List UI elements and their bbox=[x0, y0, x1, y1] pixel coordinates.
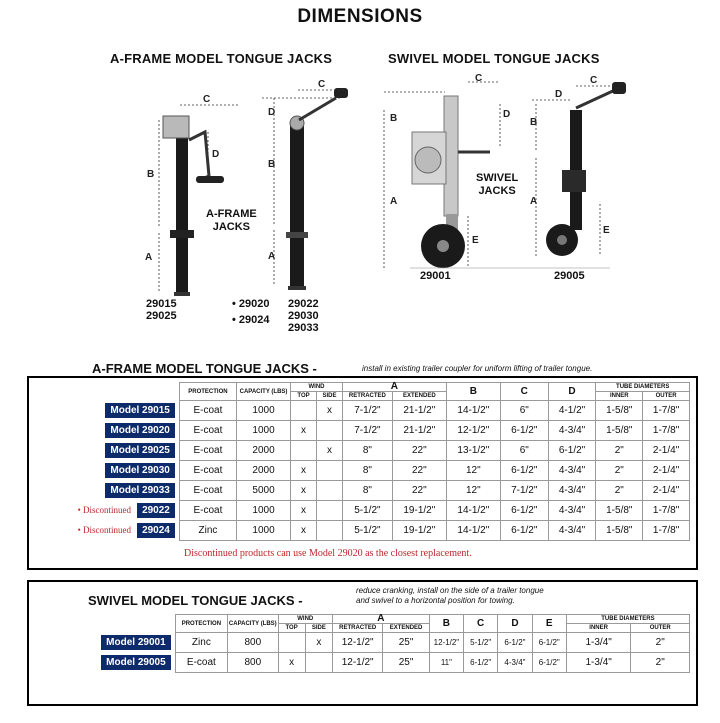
cell-extended: 22" bbox=[392, 461, 446, 481]
col-side: SIDE bbox=[305, 624, 332, 633]
cell-inner: 1-5/8" bbox=[596, 401, 643, 421]
cell-d: 6-1/2" bbox=[498, 633, 532, 653]
col-wind: WIND bbox=[291, 383, 343, 392]
cell-extended: 22" bbox=[392, 481, 446, 501]
cell-extended: 25" bbox=[383, 633, 429, 653]
swivel-model-29001: 29001 bbox=[420, 270, 451, 282]
col-c: C bbox=[500, 383, 548, 401]
aframe-table-title: A-FRAME MODEL TONGUE JACKS - bbox=[92, 361, 317, 376]
cell-retracted: 8" bbox=[342, 441, 392, 461]
cell-retracted: 7-1/2" bbox=[342, 401, 392, 421]
cell-d: 4-3/4" bbox=[548, 421, 596, 441]
cell-d: 4-3/4" bbox=[498, 653, 532, 673]
aframe-jacks-caption: A-FRAME JACKS bbox=[206, 208, 257, 233]
dim-d-letter: D bbox=[212, 149, 220, 160]
cell-b: 12" bbox=[446, 461, 500, 481]
cell-capacity: 1000 bbox=[237, 501, 291, 521]
cell-c: 6-1/2" bbox=[500, 421, 548, 441]
cell-side bbox=[317, 521, 343, 541]
dim-b-letter: B bbox=[390, 113, 398, 124]
aframe-spec-table bbox=[36, 382, 690, 541]
cell-b: 14-1/2" bbox=[446, 501, 500, 521]
cell-outer: 1-7/8" bbox=[643, 521, 690, 541]
model-badge: Model 29033 bbox=[105, 483, 174, 498]
cell-retracted: 8" bbox=[342, 461, 392, 481]
cell-extended: 19-1/2" bbox=[392, 521, 446, 541]
table-row bbox=[36, 481, 690, 501]
cell-capacity: 1000 bbox=[237, 521, 291, 541]
cell-protection: Zinc bbox=[179, 521, 236, 541]
col-protection: PROTECTION bbox=[175, 615, 227, 633]
model-number: • 29020 bbox=[232, 298, 270, 310]
col-capacity: CAPACITY (LBS) bbox=[228, 615, 278, 633]
col-wind: WIND bbox=[278, 615, 332, 624]
cell-protection: E-coat bbox=[179, 461, 236, 481]
dim-e-letter: E bbox=[472, 235, 479, 246]
dim-d-letter: D bbox=[268, 107, 276, 118]
col-inner: INNER bbox=[566, 624, 631, 633]
model-cell bbox=[36, 633, 175, 653]
discontinued-label: • Discontinued bbox=[77, 505, 132, 515]
dim-a-letter: A bbox=[145, 252, 153, 263]
cell-top bbox=[291, 401, 317, 421]
dim-a-letter: A bbox=[390, 196, 398, 207]
col-outer: OUTER bbox=[643, 392, 690, 401]
discontinued-label: • Discontinued bbox=[77, 525, 132, 535]
cell-inner: 1-5/8" bbox=[596, 521, 643, 541]
table-row bbox=[36, 461, 690, 481]
cell-retracted: 5-1/2" bbox=[342, 501, 392, 521]
model-badge: 29024 bbox=[137, 523, 175, 538]
swivel-table-title: SWIVEL MODEL TONGUE JACKS - bbox=[88, 593, 303, 608]
cell-c: 6-1/2" bbox=[500, 521, 548, 541]
cell-inner: 2" bbox=[596, 481, 643, 501]
cell-top: x bbox=[291, 461, 317, 481]
cell-inner: 2" bbox=[596, 441, 643, 461]
model-cell bbox=[36, 401, 179, 421]
col-tube-diameters: TUBE DIAMETERS bbox=[596, 383, 690, 392]
cell-c: 6-1/2" bbox=[464, 653, 498, 673]
swivel-model-29005: 29005 bbox=[554, 270, 585, 282]
cell-capacity: 800 bbox=[228, 653, 278, 673]
model-cell bbox=[36, 521, 179, 541]
col-retracted: RETRACTED bbox=[332, 624, 382, 633]
cell-top: x bbox=[291, 521, 317, 541]
cell-b: 14-1/2" bbox=[446, 521, 500, 541]
model-number: 29033 bbox=[288, 322, 319, 334]
cell-c: 6-1/2" bbox=[500, 501, 548, 521]
cell-protection: E-coat bbox=[179, 421, 236, 441]
table-row bbox=[36, 633, 690, 653]
model-badge: 29022 bbox=[137, 503, 175, 518]
swivel-diagram-heading: SWIVEL MODEL TONGUE JACKS bbox=[388, 51, 600, 66]
cell-outer: 2-1/4" bbox=[643, 441, 690, 461]
cell-retracted: 12-1/2" bbox=[332, 633, 382, 653]
cell-outer: 1-7/8" bbox=[643, 501, 690, 521]
dim-b-letter: B bbox=[268, 159, 276, 170]
dim-a-letter: A bbox=[268, 251, 276, 262]
table-row bbox=[36, 653, 690, 673]
cell-top bbox=[291, 441, 317, 461]
swivel-jacks-caption: SWIVEL JACKS bbox=[476, 172, 519, 197]
cell-c: 6-1/2" bbox=[500, 461, 548, 481]
cell-b: 12" bbox=[446, 481, 500, 501]
aframe-diagram-heading: A-FRAME MODEL TONGUE JACKS bbox=[110, 51, 333, 66]
cell-side bbox=[317, 421, 343, 441]
col-b: B bbox=[429, 615, 463, 633]
model-number: 29030 bbox=[288, 310, 319, 322]
col-outer: OUTER bbox=[631, 624, 690, 633]
cell-side bbox=[317, 481, 343, 501]
cell-protection: E-coat bbox=[179, 441, 236, 461]
cell-c: 5-1/2" bbox=[464, 633, 498, 653]
cell-b: 12-1/2" bbox=[446, 421, 500, 441]
col-retracted: RETRACTED bbox=[342, 392, 392, 401]
cell-b: 14-1/2" bbox=[446, 401, 500, 421]
cell-top: x bbox=[291, 481, 317, 501]
cell-protection: E-coat bbox=[179, 401, 236, 421]
cell-d: 4-3/4" bbox=[548, 461, 596, 481]
cell-outer: 2" bbox=[631, 653, 690, 673]
model-badge: Model 29030 bbox=[105, 463, 174, 478]
cell-b: 13-1/2" bbox=[446, 441, 500, 461]
cell-side: x bbox=[317, 441, 343, 461]
model-cell bbox=[36, 441, 179, 461]
dim-c-letter: C bbox=[203, 94, 211, 105]
cell-capacity: 2000 bbox=[237, 441, 291, 461]
cell-outer: 2" bbox=[631, 633, 690, 653]
model-cell bbox=[36, 461, 179, 481]
dim-a-letter: A bbox=[530, 196, 538, 207]
aframe-table-description: install in existing trailer coupler for uniform lifting of trailer tongue. bbox=[362, 364, 593, 373]
dim-d-letter: D bbox=[503, 109, 511, 120]
cell-capacity: 1000 bbox=[237, 401, 291, 421]
swivel-top-wind-jack bbox=[546, 82, 626, 256]
col-a: A bbox=[342, 383, 446, 392]
col-a: A bbox=[332, 615, 429, 624]
col-capacity: CAPACITY (LBS) bbox=[237, 383, 291, 401]
cell-retracted: 12-1/2" bbox=[332, 653, 382, 673]
col-extended: EXTENDED bbox=[383, 624, 429, 633]
discontinued-note: Discontinued products can use Model 29020 as the closest replacement. bbox=[184, 548, 472, 559]
cell-capacity: 800 bbox=[228, 633, 278, 653]
cell-e: 6-1/2" bbox=[532, 633, 566, 653]
col-side: SIDE bbox=[317, 392, 343, 401]
cell-b: 12-1/2" bbox=[429, 633, 463, 653]
cell-d: 4-3/4" bbox=[548, 481, 596, 501]
dim-c-letter: C bbox=[475, 73, 483, 84]
swivel-spec-table bbox=[36, 614, 690, 673]
table-row bbox=[36, 441, 690, 461]
cell-retracted: 5-1/2" bbox=[342, 521, 392, 541]
cell-d: 4-3/4" bbox=[548, 501, 596, 521]
table-row bbox=[36, 421, 690, 441]
cell-side: x bbox=[305, 633, 332, 653]
aframe-side-wind-jack bbox=[163, 116, 224, 296]
aframe-top-wind-jack bbox=[286, 88, 348, 290]
model-number: 29022 bbox=[288, 298, 319, 310]
cell-outer: 2-1/4" bbox=[643, 461, 690, 481]
col-top: TOP bbox=[291, 392, 317, 401]
cell-side bbox=[317, 461, 343, 481]
model-cell bbox=[36, 501, 179, 521]
dim-d-letter: D bbox=[555, 89, 563, 100]
table-row bbox=[36, 501, 690, 521]
cell-protection: E-coat bbox=[179, 501, 236, 521]
model-cell bbox=[36, 481, 179, 501]
cell-outer: 2-1/4" bbox=[643, 481, 690, 501]
model-cell bbox=[36, 653, 175, 673]
table-row bbox=[36, 521, 690, 541]
cell-extended: 21-1/2" bbox=[392, 421, 446, 441]
col-extended: EXTENDED bbox=[392, 392, 446, 401]
col-d: D bbox=[548, 383, 596, 401]
cell-extended: 22" bbox=[392, 441, 446, 461]
cell-capacity: 5000 bbox=[237, 481, 291, 501]
model-badge: Model 29005 bbox=[101, 655, 170, 670]
model-number: 29015 bbox=[146, 298, 177, 310]
cell-capacity: 2000 bbox=[237, 461, 291, 481]
jack-diagrams bbox=[0, 70, 720, 345]
left-jack-models bbox=[146, 298, 177, 322]
cell-c: 7-1/2" bbox=[500, 481, 548, 501]
cell-retracted: 8" bbox=[342, 481, 392, 501]
col-protection: PROTECTION bbox=[179, 383, 236, 401]
model-cell bbox=[36, 421, 179, 441]
cell-protection: Zinc bbox=[175, 633, 227, 653]
cell-d: 6-1/2" bbox=[548, 441, 596, 461]
cell-inner: 2" bbox=[596, 461, 643, 481]
dim-c-letter: C bbox=[590, 75, 598, 86]
model-number: 29025 bbox=[146, 310, 177, 322]
col-tube-diameters: TUBE DIAMETERS bbox=[566, 615, 689, 624]
mid-jack-models bbox=[288, 298, 319, 334]
cell-top: x bbox=[278, 653, 305, 673]
cell-top bbox=[278, 633, 305, 653]
cell-extended: 25" bbox=[383, 653, 429, 673]
dim-b-letter: B bbox=[147, 169, 155, 180]
dim-c-letter: C bbox=[318, 79, 326, 90]
cell-outer: 1-7/8" bbox=[643, 401, 690, 421]
col-b: B bbox=[446, 383, 500, 401]
cell-d: 4-3/4" bbox=[548, 521, 596, 541]
dim-e-letter: E bbox=[603, 225, 610, 236]
cell-b: 11" bbox=[429, 653, 463, 673]
cell-extended: 21-1/2" bbox=[392, 401, 446, 421]
page-title: DIMENSIONS bbox=[297, 6, 423, 27]
cell-protection: E-coat bbox=[175, 653, 227, 673]
col-e: E bbox=[532, 615, 566, 633]
cell-capacity: 1000 bbox=[237, 421, 291, 441]
mid-jack-models-discontinued bbox=[232, 298, 270, 326]
cell-side bbox=[317, 501, 343, 521]
cell-d: 4-1/2" bbox=[548, 401, 596, 421]
cell-side bbox=[305, 653, 332, 673]
cell-inner: 1-5/8" bbox=[596, 421, 643, 441]
dim-b-letter: B bbox=[530, 117, 538, 128]
cell-protection: E-coat bbox=[179, 481, 236, 501]
cell-outer: 1-7/8" bbox=[643, 421, 690, 441]
cell-e: 6-1/2" bbox=[532, 653, 566, 673]
swivel-table-description: reduce cranking, install on the side of a trailer tongue and swivel to a horizontal position for towing. bbox=[356, 586, 544, 605]
cell-retracted: 7-1/2" bbox=[342, 421, 392, 441]
col-top: TOP bbox=[278, 624, 305, 633]
cell-top: x bbox=[291, 421, 317, 441]
model-number: • 29024 bbox=[232, 314, 270, 326]
table-row bbox=[36, 401, 690, 421]
model-badge: Model 29020 bbox=[105, 423, 174, 438]
cell-side: x bbox=[317, 401, 343, 421]
col-c: C bbox=[464, 615, 498, 633]
cell-inner: 1-3/4" bbox=[566, 653, 631, 673]
cell-c: 6" bbox=[500, 401, 548, 421]
cell-c: 6" bbox=[500, 441, 548, 461]
model-badge: Model 29025 bbox=[105, 443, 174, 458]
cell-inner: 1-5/8" bbox=[596, 501, 643, 521]
col-inner: INNER bbox=[596, 392, 643, 401]
col-d: D bbox=[498, 615, 532, 633]
cell-top: x bbox=[291, 501, 317, 521]
cell-inner: 1-3/4" bbox=[566, 633, 631, 653]
model-badge: Model 29015 bbox=[105, 403, 174, 418]
cell-extended: 19-1/2" bbox=[392, 501, 446, 521]
model-badge: Model 29001 bbox=[101, 635, 170, 650]
